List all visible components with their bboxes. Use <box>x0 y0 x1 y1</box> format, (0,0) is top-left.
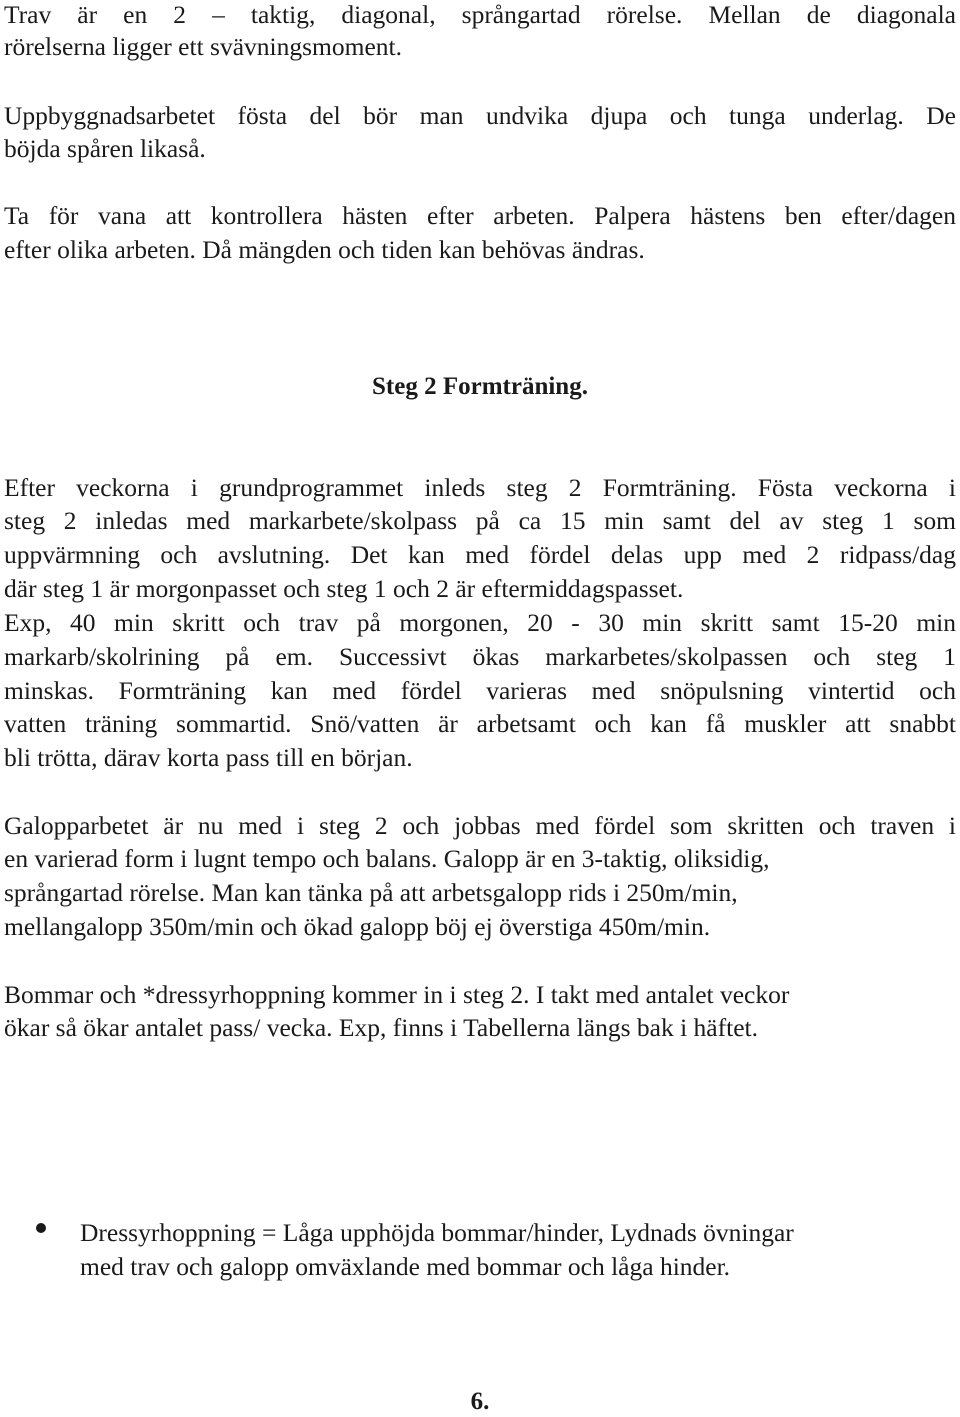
paragraph-3-line-1: Ta för vana att kontrollera hästen efter arbeten. Palpera hästens ben efter/dagen <box>4 201 956 230</box>
paragraph-5-line-1: Galopparbetet är nu med i steg 2 och jobbas med fördel som skritten och traven i <box>4 811 956 840</box>
paragraph-4-line-6: markarb/skolrining på em. Successivt ökas markarbetes/skolpassen och steg 1 <box>4 642 956 671</box>
paragraph-4-line-4: där steg 1 är morgonpasset och steg 1 och 2 är eftermiddagspasset. <box>4 574 684 603</box>
section-heading: Steg 2 Formträning. <box>372 373 588 400</box>
paragraph-4-line-9: bli trötta, därav korta pass till en början. <box>4 743 413 772</box>
paragraph-4-line-7: minskas. Formträning kan med fördel varieras med snöpulsning vintertid och <box>4 676 956 705</box>
paragraph-2-line-2: böjda spåren likaså. <box>4 134 206 163</box>
bullet-item-line-1: Dressyrhoppning = Låga upphöjda bommar/hinder, Lydnads övningar <box>80 1218 794 1247</box>
paragraph-4-line-3: uppvärmning och avslutning. Det kan med fördel delas upp med 2 ridpass/dag <box>4 540 956 569</box>
paragraph-4-line-2: steg 2 inledas med markarbete/skolpass på ca 15 min samt del av steg 1 som <box>4 506 956 535</box>
paragraph-4-line-1: Efter veckorna i grundprogrammet inleds steg 2 Formträning. Fösta veckorna i <box>4 473 956 502</box>
page-number: 6. <box>470 1388 490 1415</box>
paragraph-4-line-5: Exp, 40 min skritt och trav på morgonen, 20 - 30 min skritt samt 15-20 min <box>4 608 956 637</box>
paragraph-4-line-8: vatten träning sommartid. Snö/vatten är arbetsamt och kan få muskler att snabbt <box>4 709 956 738</box>
bullet-point-icon <box>36 1223 46 1233</box>
bullet-item-line-2: med trav och galopp omväxlande med bommar och låga hinder. <box>80 1252 731 1281</box>
paragraph-1-line-1: Trav är en 2 – taktig, diagonal, språngartad rörelse. Mellan de diagonala <box>4 0 956 29</box>
paragraph-5-line-4: mellangalopp 350m/min och ökad galopp böj ej överstiga 450m/min. <box>4 912 711 941</box>
paragraph-2-line-1: Uppbyggnadsarbetet fösta del bör man undvika djupa och tunga underlag. De <box>4 101 956 130</box>
paragraph-6-line-1: Bommar och *dressyrhoppning kommer in i steg 2. I takt med antalet veckor <box>4 980 790 1009</box>
paragraph-6-line-2: ökar så ökar antalet pass/ vecka. Exp, finns i Tabellerna längs bak i häftet. <box>4 1013 758 1042</box>
paragraph-1-line-2: rörelserna ligger ett svävningsmoment. <box>4 32 402 61</box>
paragraph-3-line-2: efter olika arbeten. Då mängden och tiden kan behövas ändras. <box>4 235 645 264</box>
paragraph-5-line-3: språngartad rörelse. Man kan tänka på att arbetsgalopp rids i 250m/min, <box>4 878 738 907</box>
paragraph-5-line-2: en varierad form i lugnt tempo och balans. Galopp är en 3-taktig, oliksidig, <box>4 844 770 873</box>
